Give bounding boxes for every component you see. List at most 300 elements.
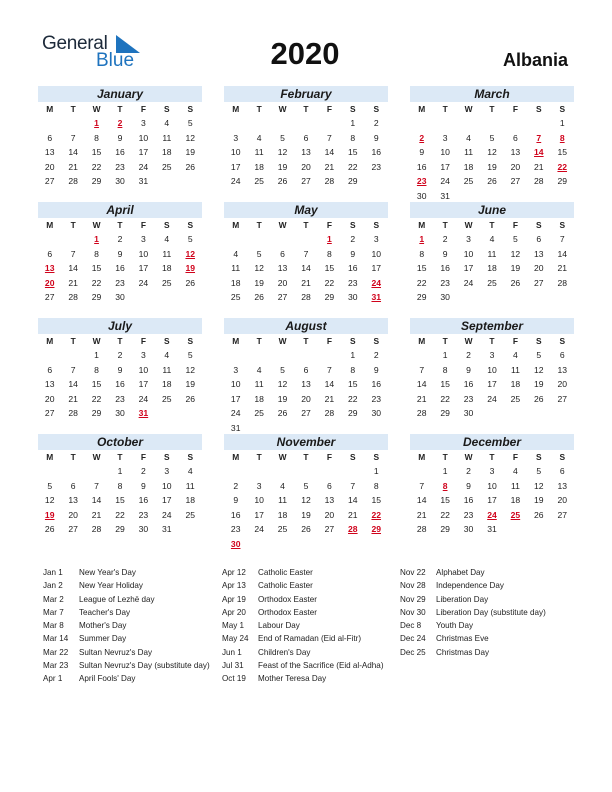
holiday-item bbox=[43, 566, 211, 579]
day-cell: 30 bbox=[348, 292, 358, 302]
day-cell: 14 bbox=[557, 248, 568, 259]
day-cell: 23 bbox=[230, 524, 241, 534]
day-cell: 31 bbox=[487, 524, 497, 534]
day-cell: 2 bbox=[117, 234, 123, 244]
holiday-name: Feast of the Sacrifice (Eid al-Adha) bbox=[258, 661, 384, 671]
holiday-day-cell: 1 bbox=[327, 234, 332, 244]
holiday-name: Liberation Day bbox=[436, 594, 489, 604]
day-cell: 2 bbox=[373, 350, 379, 360]
weekday-header: S bbox=[373, 452, 380, 462]
holiday-day-cell: 31 bbox=[371, 292, 382, 302]
day-cell: 9 bbox=[117, 132, 123, 143]
day-cell: 13 bbox=[534, 248, 544, 259]
day-cell: 11 bbox=[254, 147, 264, 157]
day-cell: 31 bbox=[138, 176, 149, 186]
weekday-header: T bbox=[256, 452, 262, 462]
day-cell: 7 bbox=[327, 364, 332, 375]
day-cell: 8 bbox=[94, 364, 99, 375]
day-cell: 14 bbox=[416, 495, 427, 505]
day-cell: 13 bbox=[557, 480, 568, 491]
holiday-name: Children's Day bbox=[258, 647, 311, 657]
holiday-day-cell: 2 bbox=[419, 132, 425, 143]
day-cell: 26 bbox=[277, 176, 288, 186]
day-cell: 26 bbox=[185, 393, 196, 404]
weekday-header: T bbox=[70, 104, 76, 114]
day-cell: 30 bbox=[416, 190, 427, 201]
holiday-name: Youth Day bbox=[436, 621, 474, 631]
month-july bbox=[38, 318, 202, 421]
day-cell: 18 bbox=[162, 379, 172, 389]
day-cell: 4 bbox=[513, 350, 518, 360]
day-cell: 10 bbox=[230, 379, 241, 389]
weekday-header: M bbox=[232, 104, 240, 114]
day-cell: 7 bbox=[327, 132, 332, 143]
day-cell: 7 bbox=[419, 364, 425, 375]
day-cell: 22 bbox=[324, 277, 335, 288]
day-cell: 16 bbox=[115, 379, 125, 389]
day-cell: 2 bbox=[466, 466, 471, 476]
day-cell: 4 bbox=[164, 350, 170, 360]
day-cell: 23 bbox=[440, 277, 450, 288]
day-cell: 16 bbox=[115, 147, 125, 157]
day-cell: 25 bbox=[510, 393, 521, 404]
day-cell: 30 bbox=[371, 408, 382, 418]
day-cell: 19 bbox=[534, 379, 544, 389]
day-cell: 5 bbox=[187, 234, 193, 244]
day-cell: 18 bbox=[510, 495, 521, 505]
day-cell: 24 bbox=[487, 393, 497, 404]
day-cell: 25 bbox=[487, 277, 497, 288]
day-cell: 31 bbox=[230, 422, 241, 433]
holiday-day-cell: 19 bbox=[44, 509, 55, 520]
holiday-column bbox=[400, 566, 572, 659]
holiday-day-cell: 23 bbox=[416, 176, 427, 186]
day-cell: 9 bbox=[141, 480, 146, 491]
holiday-date: Apr 13 bbox=[222, 581, 246, 591]
empty-cell bbox=[61, 232, 84, 247]
day-cell: 26 bbox=[510, 277, 521, 288]
empty-cell bbox=[271, 232, 294, 247]
weekday-header: S bbox=[187, 104, 194, 114]
day-cell: 9 bbox=[233, 495, 239, 505]
day-cell: 29 bbox=[440, 408, 450, 418]
holiday-day-cell: 12 bbox=[185, 248, 196, 259]
holiday-day-cell: 29 bbox=[371, 524, 382, 534]
holiday-item bbox=[222, 579, 390, 592]
day-cell: 16 bbox=[440, 263, 450, 273]
day-cell: 7 bbox=[70, 364, 76, 375]
day-cell: 18 bbox=[162, 147, 172, 157]
day-cell: 17 bbox=[230, 161, 241, 172]
day-cell: 11 bbox=[162, 364, 172, 375]
day-cell: 8 bbox=[350, 132, 356, 143]
day-cell: 15 bbox=[348, 379, 358, 389]
weekday-header: S bbox=[164, 104, 170, 114]
day-cell: 5 bbox=[513, 234, 518, 244]
day-cell: 10 bbox=[487, 480, 497, 491]
day-cell: 11 bbox=[487, 248, 497, 259]
day-cell: 20 bbox=[557, 379, 568, 389]
day-cell: 22 bbox=[440, 509, 450, 520]
day-cell: 28 bbox=[534, 176, 544, 186]
weekday-header: S bbox=[536, 452, 542, 462]
day-cell: 15 bbox=[416, 263, 427, 273]
day-cell: 27 bbox=[510, 176, 521, 186]
day-cell: 21 bbox=[68, 393, 78, 404]
weekday-header: M bbox=[232, 452, 240, 462]
day-cell: 27 bbox=[534, 277, 544, 288]
day-cell: 10 bbox=[487, 364, 497, 375]
day-cell: 18 bbox=[254, 161, 264, 172]
day-cell: 16 bbox=[371, 147, 382, 157]
weekday-header: F bbox=[326, 336, 332, 346]
day-cell: 19 bbox=[185, 147, 196, 157]
empty-cell bbox=[85, 464, 108, 479]
day-cell: 29 bbox=[348, 176, 358, 186]
weekday-header: T bbox=[256, 220, 262, 230]
day-cell: 14 bbox=[348, 495, 358, 505]
holiday-name: Teacher's Day bbox=[79, 607, 131, 617]
holiday-day-cell: 22 bbox=[557, 161, 568, 172]
weekday-header: S bbox=[559, 452, 566, 462]
day-cell: 3 bbox=[256, 480, 262, 491]
month-may bbox=[224, 202, 388, 305]
weekday-header: T bbox=[70, 452, 76, 462]
day-cell: 10 bbox=[138, 132, 149, 143]
day-cell: 3 bbox=[373, 234, 379, 244]
day-cell: 1 bbox=[442, 350, 448, 360]
weekday-header: F bbox=[512, 336, 518, 346]
weekday-header: T bbox=[70, 336, 76, 346]
weekday-header: W bbox=[278, 220, 287, 230]
weekday-header: S bbox=[164, 336, 170, 346]
day-cell: 6 bbox=[70, 480, 76, 491]
day-cell: 22 bbox=[348, 161, 358, 172]
day-cell: 20 bbox=[44, 393, 55, 404]
day-cell: 16 bbox=[416, 161, 427, 172]
weekday-header: T bbox=[256, 104, 262, 114]
day-cell: 21 bbox=[68, 161, 78, 172]
holiday-date: Nov 22 bbox=[400, 568, 426, 577]
holiday-item bbox=[43, 606, 211, 619]
empty-cell bbox=[224, 116, 247, 131]
empty-cell bbox=[410, 348, 433, 363]
day-cell: 31 bbox=[162, 524, 172, 534]
holiday-name: Catholic Easter bbox=[258, 568, 313, 577]
month-december bbox=[410, 434, 574, 537]
empty-cell bbox=[247, 116, 270, 131]
weekday-header: S bbox=[164, 220, 170, 230]
empty-cell bbox=[38, 348, 61, 363]
holiday-item bbox=[400, 606, 572, 619]
holiday-name: Christmas Day bbox=[436, 647, 490, 657]
holiday-column bbox=[222, 566, 390, 686]
day-cell: 10 bbox=[254, 495, 264, 505]
weekday-header: S bbox=[559, 220, 566, 230]
holiday-item bbox=[222, 646, 390, 659]
day-cell: 13 bbox=[301, 147, 311, 157]
day-grid bbox=[224, 450, 388, 551]
day-cell: 1 bbox=[94, 350, 99, 360]
day-cell: 23 bbox=[115, 393, 125, 404]
month-title: January bbox=[38, 86, 202, 102]
holiday-day-cell: 22 bbox=[371, 509, 382, 520]
day-cell: 18 bbox=[487, 263, 497, 273]
holiday-day-cell: 8 bbox=[559, 132, 565, 143]
day-cell: 15 bbox=[371, 495, 382, 505]
day-cell: 5 bbox=[187, 118, 193, 128]
day-cell: 30 bbox=[138, 524, 149, 534]
day-cell: 5 bbox=[187, 350, 193, 360]
day-cell: 12 bbox=[185, 132, 196, 143]
day-cell: 29 bbox=[440, 524, 450, 534]
day-grid bbox=[410, 218, 574, 305]
day-cell: 12 bbox=[44, 495, 55, 505]
day-grid bbox=[224, 334, 388, 435]
empty-cell bbox=[247, 464, 270, 479]
holiday-date: Nov 28 bbox=[400, 581, 426, 591]
day-cell: 13 bbox=[277, 263, 288, 273]
day-cell: 15 bbox=[440, 495, 450, 505]
day-cell: 14 bbox=[68, 379, 78, 389]
day-cell: 27 bbox=[44, 292, 55, 302]
empty-cell bbox=[38, 464, 61, 479]
empty-cell bbox=[38, 232, 61, 247]
holiday-day-cell: 25 bbox=[510, 509, 521, 520]
day-cell: 24 bbox=[463, 277, 474, 288]
day-cell: 13 bbox=[68, 495, 78, 505]
day-cell: 11 bbox=[254, 379, 264, 389]
day-cell: 25 bbox=[254, 408, 264, 418]
day-cell: 12 bbox=[487, 147, 497, 157]
month-march bbox=[410, 86, 574, 203]
holiday-name: New Year Holiday bbox=[79, 581, 143, 591]
empty-cell bbox=[318, 348, 341, 363]
day-cell: 8 bbox=[327, 248, 332, 259]
day-grid bbox=[38, 102, 202, 189]
day-cell: 21 bbox=[416, 393, 427, 404]
day-cell: 5 bbox=[536, 350, 542, 360]
day-cell: 21 bbox=[91, 509, 102, 520]
weekday-header: S bbox=[536, 336, 542, 346]
weekday-header: S bbox=[559, 104, 566, 114]
weekday-header: T bbox=[303, 104, 309, 114]
day-cell: 5 bbox=[303, 480, 309, 491]
day-cell: 3 bbox=[489, 350, 495, 360]
holiday-name: Sultan Nevruz's Day (substitute day) bbox=[79, 661, 210, 671]
brand-name-blue: Blue bbox=[96, 50, 135, 71]
weekday-header: F bbox=[512, 220, 518, 230]
month-title: July bbox=[38, 318, 202, 334]
day-cell: 7 bbox=[70, 248, 76, 259]
weekday-header: S bbox=[373, 336, 380, 346]
day-cell: 27 bbox=[44, 408, 55, 418]
holiday-name: Mother's Day bbox=[79, 621, 127, 631]
holiday-date: Oct 19 bbox=[222, 674, 246, 684]
day-cell: 11 bbox=[185, 480, 195, 491]
weekday-header: S bbox=[350, 452, 356, 462]
day-cell: 12 bbox=[510, 248, 521, 259]
day-cell: 5 bbox=[536, 466, 542, 476]
day-cell: 15 bbox=[91, 379, 102, 389]
holiday-date: Apr 12 bbox=[222, 568, 246, 577]
day-cell: 25 bbox=[162, 161, 172, 172]
day-cell: 7 bbox=[350, 480, 356, 491]
holiday-name: Alphabet Day bbox=[436, 568, 485, 577]
day-cell: 26 bbox=[487, 176, 497, 186]
day-cell: 11 bbox=[510, 364, 520, 375]
empty-cell bbox=[271, 116, 294, 131]
day-cell: 17 bbox=[487, 495, 497, 505]
holiday-item bbox=[43, 672, 211, 685]
day-cell: 29 bbox=[91, 408, 102, 418]
day-cell: 7 bbox=[419, 480, 425, 491]
holiday-date: Apr 19 bbox=[222, 594, 246, 604]
day-cell: 1 bbox=[350, 350, 356, 360]
day-cell: 17 bbox=[440, 161, 450, 172]
holiday-day-cell: 2 bbox=[117, 118, 123, 128]
empty-cell bbox=[318, 464, 341, 479]
day-cell: 29 bbox=[91, 176, 102, 186]
day-cell: 16 bbox=[138, 495, 149, 505]
day-cell: 6 bbox=[559, 466, 565, 476]
day-cell: 5 bbox=[256, 248, 262, 259]
day-cell: 28 bbox=[91, 524, 102, 534]
day-cell: 29 bbox=[324, 292, 335, 302]
day-cell: 4 bbox=[280, 480, 285, 491]
day-cell: 22 bbox=[416, 277, 427, 288]
day-cell: 25 bbox=[162, 277, 172, 288]
holiday-item bbox=[43, 579, 211, 592]
day-cell: 15 bbox=[348, 147, 358, 157]
brand-name-general: General bbox=[42, 33, 108, 54]
day-cell: 2 bbox=[233, 480, 239, 491]
empty-cell bbox=[294, 116, 317, 131]
weekday-header: T bbox=[117, 220, 123, 230]
day-cell: 22 bbox=[348, 393, 358, 404]
empty-cell bbox=[61, 116, 84, 131]
weekday-header: W bbox=[278, 452, 287, 462]
empty-cell bbox=[433, 116, 456, 131]
day-cell: 14 bbox=[324, 147, 335, 157]
weekday-header: W bbox=[464, 452, 473, 462]
weekday-header: T bbox=[303, 220, 309, 230]
day-cell: 16 bbox=[463, 379, 474, 389]
holiday-date: Jun 1 bbox=[222, 647, 242, 657]
holiday-day-cell: 13 bbox=[44, 263, 55, 273]
holiday-item bbox=[222, 619, 390, 632]
holiday-item bbox=[222, 659, 390, 672]
holiday-item bbox=[43, 659, 211, 672]
holiday-date: Mar 7 bbox=[43, 607, 64, 617]
day-cell: 4 bbox=[489, 234, 495, 244]
day-cell: 16 bbox=[348, 263, 358, 273]
month-april bbox=[38, 202, 202, 305]
day-cell: 27 bbox=[277, 292, 288, 302]
day-cell: 11 bbox=[231, 263, 241, 273]
empty-cell bbox=[341, 464, 364, 479]
day-cell: 27 bbox=[301, 408, 311, 418]
day-cell: 29 bbox=[416, 292, 427, 302]
holiday-name: Mother Teresa Day bbox=[258, 674, 327, 684]
empty-cell bbox=[480, 116, 503, 131]
day-cell: 3 bbox=[233, 132, 239, 143]
holiday-item bbox=[43, 632, 211, 645]
day-cell: 3 bbox=[466, 234, 471, 244]
month-title: December bbox=[410, 434, 574, 450]
day-cell: 9 bbox=[419, 147, 425, 157]
day-cell: 25 bbox=[230, 292, 241, 302]
day-cell: 15 bbox=[557, 147, 568, 157]
day-cell: 6 bbox=[559, 350, 565, 360]
day-cell: 24 bbox=[230, 408, 241, 418]
day-cell: 25 bbox=[463, 176, 474, 186]
day-cell: 25 bbox=[254, 176, 264, 186]
day-cell: 17 bbox=[463, 263, 474, 273]
month-october bbox=[38, 434, 202, 537]
day-cell: 18 bbox=[510, 379, 521, 389]
weekday-header: T bbox=[442, 336, 448, 346]
day-cell: 10 bbox=[162, 480, 172, 491]
day-cell: 10 bbox=[138, 248, 149, 259]
day-cell: 11 bbox=[510, 480, 520, 491]
holiday-item bbox=[400, 566, 572, 579]
day-cell: 12 bbox=[254, 263, 264, 273]
weekday-header: W bbox=[464, 220, 473, 230]
day-cell: 5 bbox=[280, 132, 285, 143]
day-cell: 17 bbox=[138, 147, 149, 157]
day-cell: 30 bbox=[463, 408, 474, 418]
day-cell: 2 bbox=[350, 234, 356, 244]
day-grid bbox=[410, 450, 574, 537]
day-cell: 2 bbox=[442, 234, 448, 244]
holiday-item bbox=[222, 566, 390, 579]
day-cell: 3 bbox=[442, 132, 448, 143]
empty-cell bbox=[224, 232, 247, 247]
weekday-header: W bbox=[278, 104, 287, 114]
day-cell: 31 bbox=[440, 190, 450, 201]
weekday-header: F bbox=[140, 336, 146, 346]
day-cell: 3 bbox=[489, 466, 495, 476]
day-cell: 10 bbox=[230, 147, 241, 157]
day-cell: 4 bbox=[256, 364, 262, 375]
day-cell: 19 bbox=[534, 495, 544, 505]
day-cell: 24 bbox=[138, 393, 149, 404]
day-cell: 20 bbox=[277, 277, 288, 288]
holiday-item bbox=[222, 632, 390, 645]
day-cell: 21 bbox=[348, 509, 358, 520]
day-cell: 17 bbox=[138, 263, 149, 273]
weekday-header: S bbox=[164, 452, 170, 462]
day-cell: 16 bbox=[230, 509, 241, 520]
day-cell: 23 bbox=[115, 277, 125, 288]
day-cell: 8 bbox=[94, 248, 99, 259]
weekday-header: T bbox=[303, 336, 309, 346]
day-cell: 29 bbox=[91, 292, 102, 302]
day-cell: 4 bbox=[256, 132, 262, 143]
day-cell: 21 bbox=[534, 161, 544, 172]
day-cell: 26 bbox=[44, 524, 55, 534]
weekday-header: M bbox=[46, 220, 54, 230]
day-cell: 2 bbox=[141, 466, 146, 476]
day-cell: 13 bbox=[324, 495, 335, 505]
month-june bbox=[410, 202, 574, 305]
weekday-header: S bbox=[350, 336, 356, 346]
day-cell: 25 bbox=[185, 509, 196, 520]
weekday-header: T bbox=[489, 220, 495, 230]
month-august bbox=[224, 318, 388, 435]
holiday-date: May 1 bbox=[222, 621, 245, 631]
